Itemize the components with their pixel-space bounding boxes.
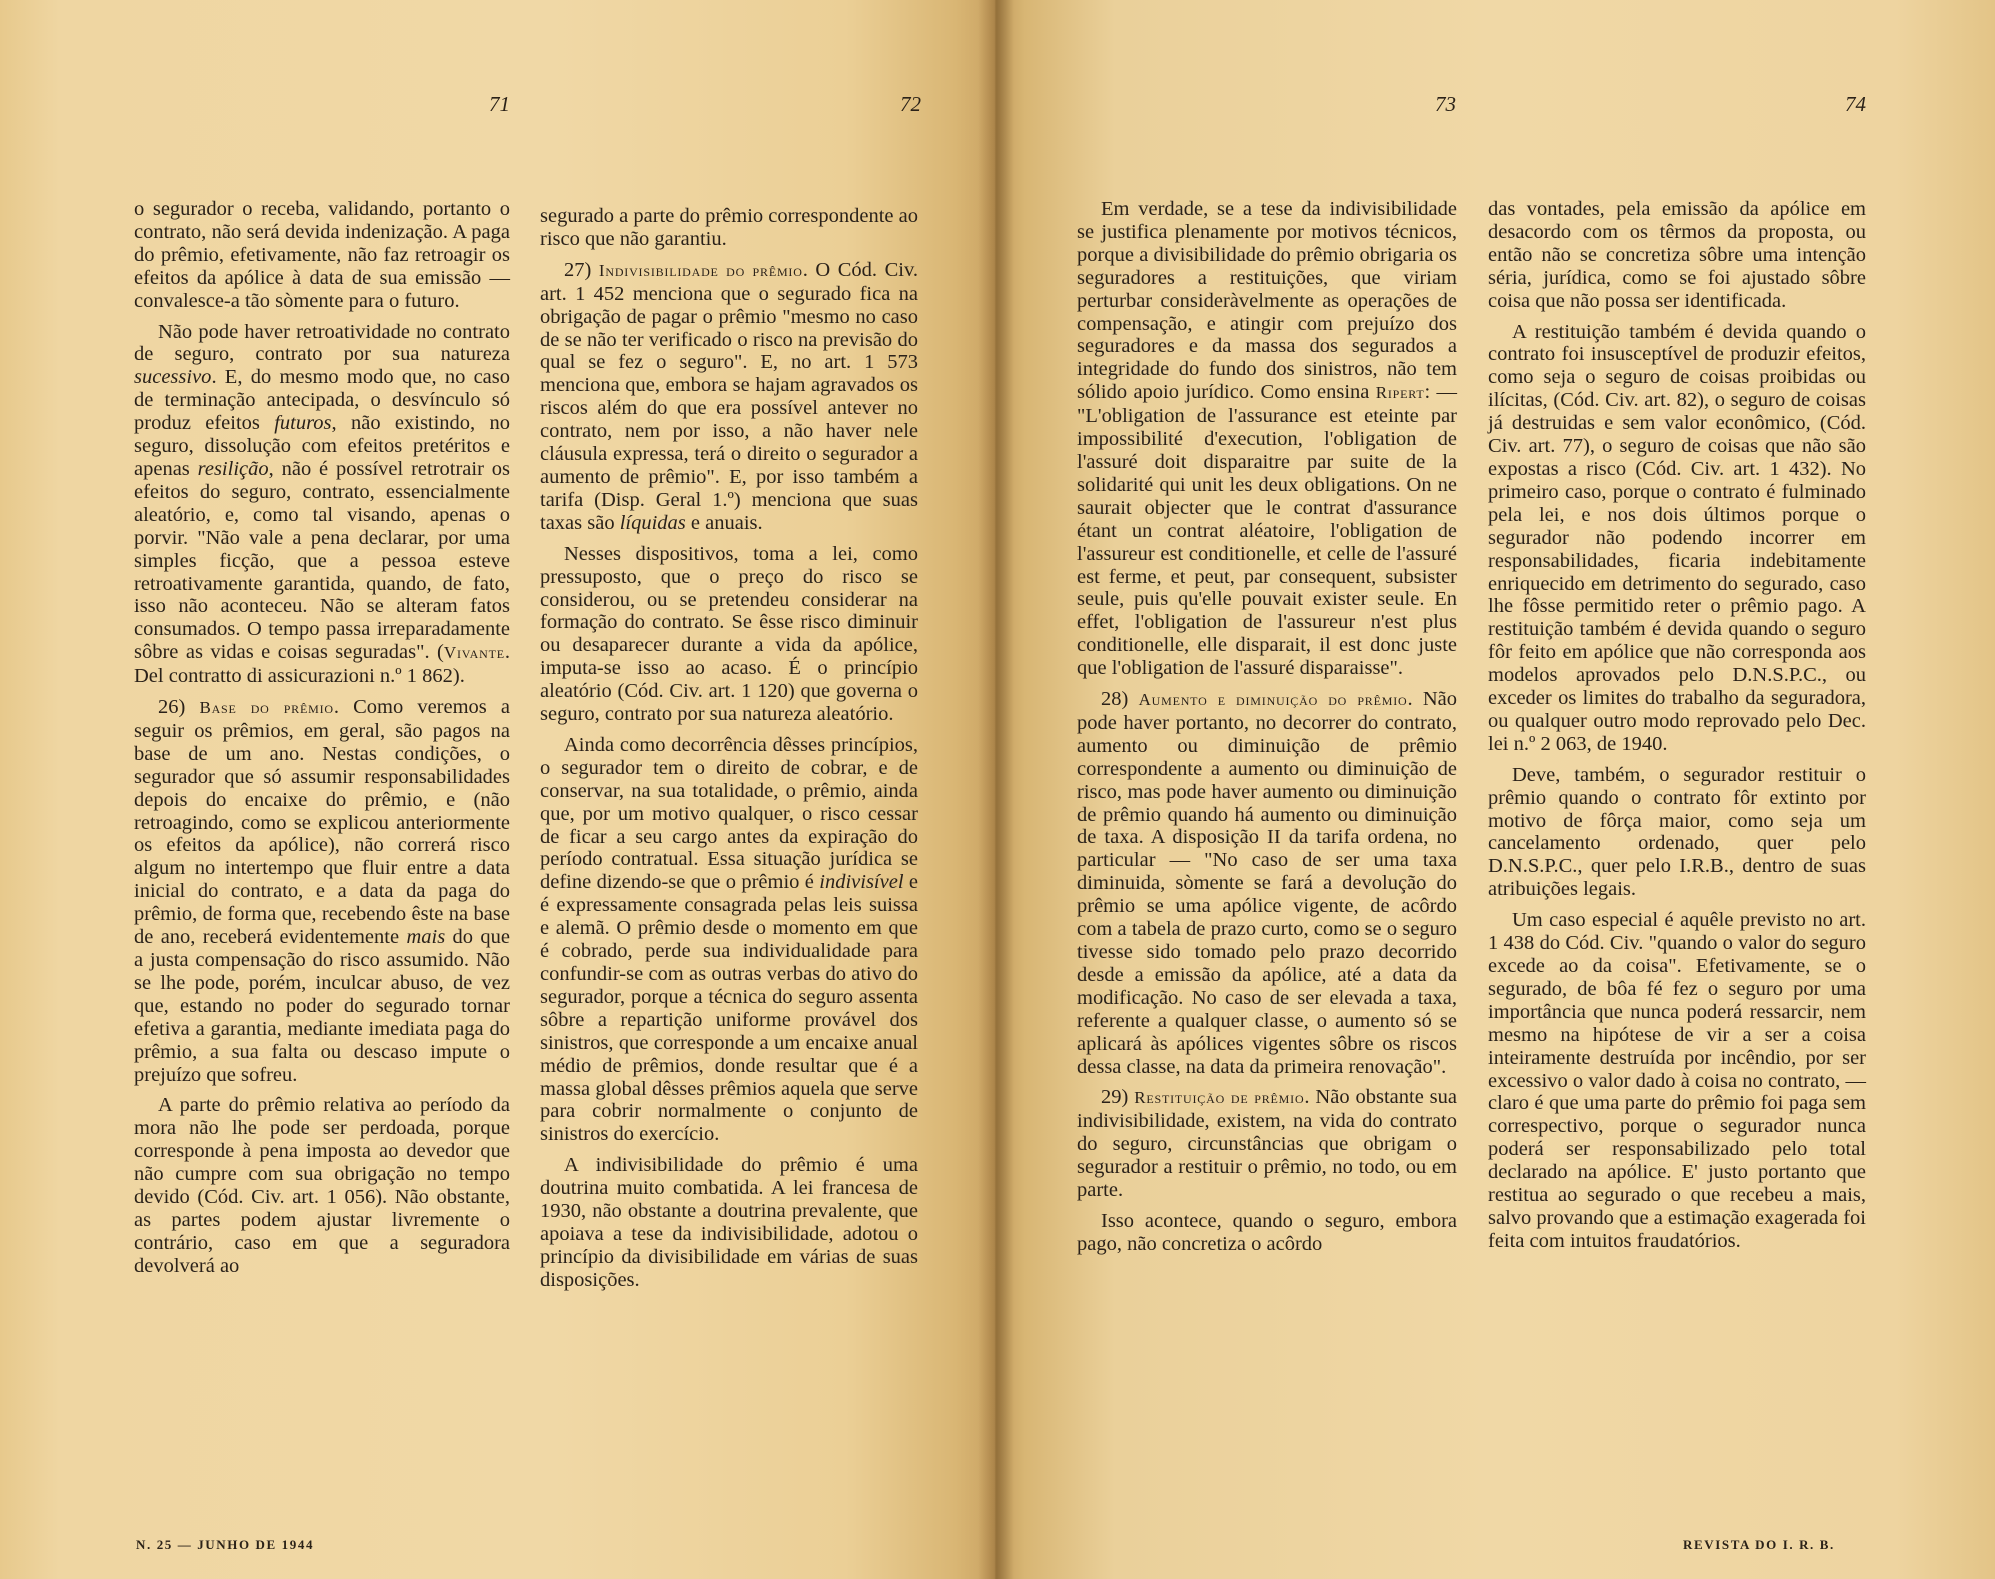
paragraph: das vontades, pela emissão da apólice em desacordo com os têrmos da proposta, ou então não se concretiza sôbre uma intenção séria, jurídica, como se foi ajustado sôbre coisa que não possa ser identificada.	[1488, 198, 1866, 312]
paragraph: Nesses dispositivos, toma a lei, como pressuposto, que o preço do risco se considerou, ou se pretendeu considerar na formação do contrato. Se êsse risco diminuir ou desaparecer durante a vida da apólice, imputa-se isso ao acaso. É o princípio aleatório (Cód. Civ. art. 1 120) que governa o seguro, contrato por sua natureza aleatório.	[540, 542, 918, 726]
paragraph: Em verdade, se a tese da indivisibilidade se justifica plenamente por motivos técnicos, porque a divisibilidade do prêmio obrigaria os seguradores a restituições, que viriam perturbar consideràvelmente as operações de compensação, e atingir com prejuízo dos seguradores e da massa dos segurados a integridade do fundo dos sinistros, não tem sólido apoio jurídico. Como ensina Ripert: — "L'obligation de l'assurance est eteinte par impossibilité d'execution, l'obligation de l'assuré doit disparaitre par suite de la solidarité qui unit les deux obligations. On ne saurait objecter que le contrat d'assurance étant un contrat aléatoire, l'obligation de l'assureur est conditionelle, et celle de l'assuré est ferme, et peut, par consequent, subsister seule, puis qu'elle pouvait exister seule. En effet, l'obligation de l'assureur n'est plus conditionelle, elle disparait, il est donc juste que l'obligation de l'assuré disparaisse".	[1077, 198, 1457, 680]
section-heading: Aumento e diminuição do prêmio	[1138, 690, 1408, 710]
left-page	[0, 0, 995, 1579]
paragraph: Ainda como decorrência dêsses princípios, o segurador tem o direito de cobrar, e de conservar, na sua totalidade, o prêmio, ainda que, por um motivo qualquer, o risco cessar de ficar a seu cargo antes da expiração do período contratual. Essa situação jurídica se define dizendo-se que o prêmio é indivisível e é expressamente consagrada pelas leis suissa e alemã. O prêmio desde o momento em que é cobrado, perde sua individualidade para confundir-se com as outras verbas do ativo do segurador, porque a técnica do seguro assenta sôbre a repartição uniforme provável dos sinistros, que corresponde a um encaixe anual médio de prêmios, donde resultar que é a massa global dêsses prêmios aquela que serve para cobrir normalmente o conjunto de sinistros do exercício.	[540, 733, 919, 1146]
paragraph: o segurador o receba, validando, portanto o contrato, não será devida indenização. A paga do prêmio, efetivamente, não faz retroagir os efeitos da apólice à data de sua emissão — convalesce-a tão sòmente para o futuro.	[134, 198, 510, 312]
section-26: 26) Base do prêmio. Como veremos a seguir os prêmios, em geral, são pagos na base de um ano. Nestas condições, o segurador que só assumir responsabilidades depois do encaixe do prêmio, e (não retroagindo, como se explicou anteriormente os efeitos da apólice), não correrá risco algum no intertempo que fluir entre a data inicial do contrato, e a data da paga do prêmio, de forma que, recebendo êste na base de ano, receberá evidentemente mais do que a justa compensação do risco assumido. Não se lhe pode, porém, inculcar abuso, de vez que, estando no poder do segurado tornar efetiva a garantia, mediante imediata paga do prêmio, a sua falta ou descaso impute o prejuízo que sofreu.	[134, 696, 511, 1086]
page-number-71: 71	[489, 92, 510, 116]
page-number-72: 72	[900, 92, 921, 116]
section-27: 27) Indivisibilidade do prêmio. O Cód. Civ. art. 1 452 menciona que o segurado fica na obrigação de pagar o prêmio "mesmo no caso de se não ter verificado o risco na previsão do qual se fez o seguro". E, no art. 1 573 menciona que, embora se hajam agravados os riscos além do que era possível antever no contrato, nem por isso, a não haver nele cláusula expressa, terá o direito o segurador a aumento de prêmio". E, por isso também a tarifa (Disp. Geral 1.º) menciona que suas taxas são líquidas e anuais.	[540, 258, 919, 534]
paragraph: A restituição também é devida quando o contrato foi insusceptível de produzir efeitos, como seja o seguro de coisas proibidas ou ilícitas, (Cód. Civ. art. 82), o seguro de coisas já destruidas e sem valor econômico, (Cód. Civ. art. 77), o seguro de coisas que não são expostas a risco (Cód. Civ. art. 1 432). No primeiro caso, porque o contrato é fulminado pela lei, e nos dois últimos porque o segurador não podendo incorrer em responsabilidades, ficaria indebitamente enriquecido em detrimento do segurado, caso lhe fôsse permitido reter o prêmio pago. A restituição também é devida quando o seguro fôr feito em apólice que não corresponda aos modelos aprovados pelo D.N.S.P.C., ou exceder os limites do trabalho da seguradora, ou qualquer outro modo reprovado pelo Dec. lei n.º 2 063, de 1940.	[1488, 320, 1866, 755]
section-29: 29) Restituição de prêmio. Não obstante sua indivisibilidade, existem, na vida do contrato do seguro, circunstâncias que obrigam o segurador a restituir o prêmio, no todo, ou em parte.	[1077, 1086, 1458, 1202]
column-page-73	[1077, 198, 1457, 1256]
book-gutter	[978, 0, 1014, 1579]
paragraph: Um caso especial é aquêle previsto no art. 1 438 do Cód. Civ. "quando o valor do seguro excede ao da coisa". Efetivamente, se o segurado, de bôa fé fez o seguro por uma importância que nunca poderá ressarcir, nem mesmo na hipótese de vir a ser a coisa inteiramente destruída por incêndio, por ser excessivo o valor dado à coisa no contrato, — claro é que uma parte do prêmio foi paga sem correspectivo, porque o segurador nunca poderá ser responsabilizado pelo total declarado na apólice. E' justo portanto que restitua ao segurado o que recebeu a mais, salvo provando que a estimação exagerada foi feita com intuitos fraudatórios.	[1488, 909, 1866, 1252]
footer-publication: REVISTA DO I. R. B.	[1683, 1537, 1835, 1552]
section-heading: Base do prêmio	[199, 698, 334, 718]
footer-issue: N. 25 — JUNHO DE 1944	[136, 1537, 315, 1552]
section-28: 28) Aumento e diminuição do prêmio. Não pode haver portanto, no decorrer do contrato, aumento ou diminuição de prêmio correspondente a aumento ou diminuição de risco, mas pode haver aumento ou diminuição de prêmio quando há aumento ou diminuição de taxa. A disposição II da tarifa ordena, no particular — "No caso de ser uma taxa diminuida, sòmente se fará a devolução do prêmio se uma apólice vigente, de acôrdo com a tabela de prazo curto, como se o seguro tivesse sido tomado pelo prazo decorrido desde a emissão da apólice, até a data da modificação. No caso de ser elevada a taxa, referente a qualquer classe, o aumento só se aplicará às apólices vigentes sôbre os riscos dessa classe, na data da primeira renovação".	[1077, 688, 1457, 1078]
page-number-73: 73	[1435, 92, 1456, 116]
section-heading: Indivisibilidade do prêmio	[598, 260, 803, 280]
paragraph: Isso acontece, quando o seguro, embora pago, não concretiza o acôrdo	[1077, 1209, 1457, 1255]
right-page	[995, 0, 1995, 1579]
paragraph: Deve, também, o segurador restituir o prêmio quando o contrato fôr extinto por motivo de fôrça maior, como seja um cancelamento ordenado, quer pelo D.N.S.P.C., quer pelo I.R.B., dentro de suas atribuições legais.	[1488, 763, 1866, 901]
paragraph: segurado a parte do prêmio correspondente ao risco que não garantiu.	[540, 205, 918, 250]
paragraph: Não pode haver retroatividade no contrato de seguro, contrato por sua natureza sucessivo. E, do mesmo modo que, no caso de terminação antecipada, o desvínculo só produz efeitos futuros, não existindo, no seguro, dissolução com efeitos pretéritos e apenas resilição, não é possível retrotrair os efeitos do seguro, contrato, essencialmente aleatório, e, como tal visando, apenas o porvir. "Não vale a pena declarar, por uma simples ficção, que a pessoa esteve retroativamente garantida, quando, de fato, isso não aconteceu. Não se alteram fatos consumados. O tempo passa irreparadamente sôbre as vidas e coisas seguradas". (Vivante. Del contratto di assicurazioni n.º 1 862).	[134, 320, 510, 688]
column-page-74	[1488, 198, 1866, 1253]
paragraph: A parte do prêmio relativa ao período da mora não lhe pode ser perdoada, porque corresponde à pena imposta ao devedor que não cumpre com sua obrigação no tempo devido (Cód. Civ. art. 1 056). Não obstante, as partes podem ajustar livremente o contrário, caso em que a seguradora devolverá ao	[134, 1094, 510, 1277]
section-heading: Restituição de prêmio	[1134, 1088, 1305, 1108]
column-page-71	[134, 198, 510, 1278]
page-number-74: 74	[1845, 92, 1866, 116]
column-page-72	[540, 205, 918, 1292]
paragraph: A indivisibilidade do prêmio é uma doutrina muito combatida. A lei francesa de 1930, não obstante a doutrina prevalente, que apoiava a tese da indivisibilidade, adotou o princípio da divisibilidade em várias de suas disposições.	[540, 1154, 918, 1291]
